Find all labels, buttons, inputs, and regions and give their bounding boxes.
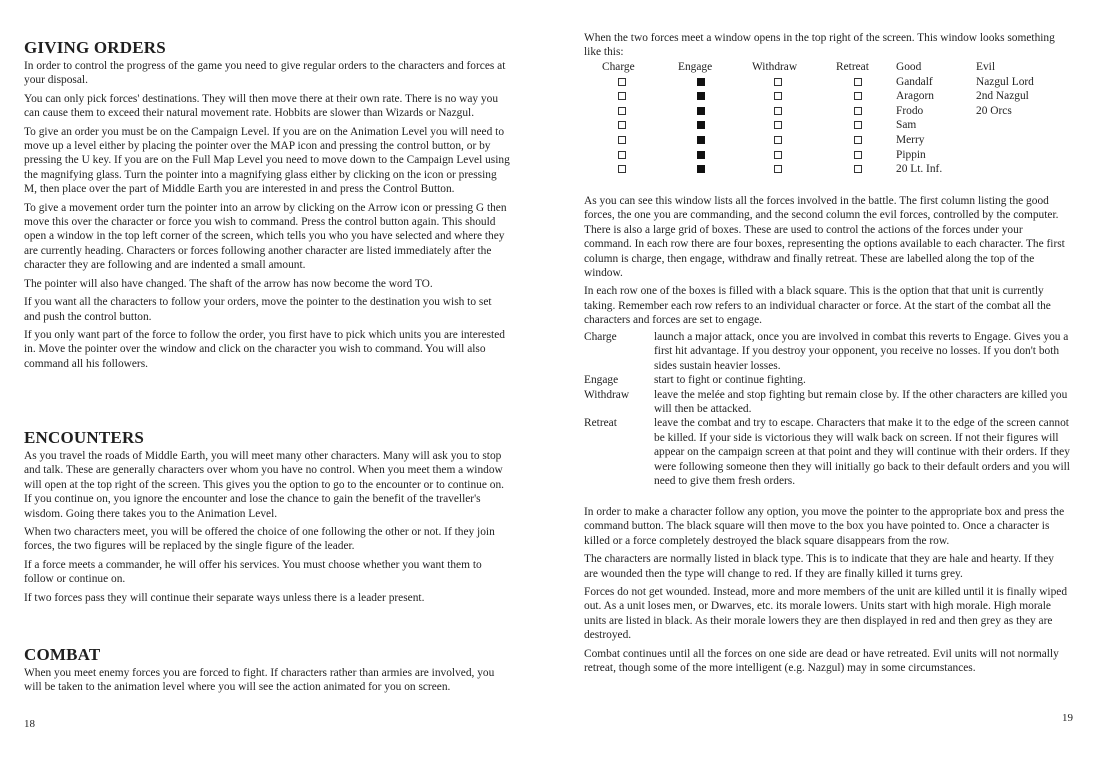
battle-row — [584, 148, 1070, 163]
evil-force-name: Nazgul Lord — [976, 75, 1034, 88]
good-force-name: Sam — [896, 119, 917, 132]
header-retreat: Retreat — [836, 61, 869, 73]
withdraw-box — [774, 151, 782, 159]
paragraph: In order to control the progress of the game you need to give regular orders to the characters and forces at your disposal. — [24, 60, 506, 87]
definition-term: Engage — [584, 374, 619, 387]
section-heading: COMBAT — [24, 645, 101, 664]
battle-row — [584, 104, 1070, 119]
good-force-name: Gandalf — [896, 75, 933, 88]
withdraw-box — [774, 92, 782, 100]
withdraw-box — [774, 121, 782, 129]
paragraph: Combat continues until all the forces on one side are dead or have retreated. Evil units will not normally retreat, though some of the more intelligent (e.g. Nazgul) may in some circumstances. — [584, 647, 1059, 675]
retreat-box — [854, 121, 862, 129]
options-definitions — [584, 330, 1070, 488]
retreat-box — [854, 151, 862, 159]
combat-rules — [584, 505, 1070, 679]
withdraw-box — [774, 107, 782, 115]
good-force-name: Pippin — [896, 148, 926, 161]
engage-box — [697, 165, 705, 173]
header-withdraw: Withdraw — [752, 61, 798, 73]
header-engage: Engage — [678, 61, 713, 73]
good-force-name: Frodo — [896, 104, 924, 117]
evil-force-name: 20 Orcs — [976, 104, 1012, 117]
definition-item — [584, 416, 1070, 488]
header-evil: Evil — [976, 61, 995, 73]
definition-text: leave the combat and try to escape. Characters that make it to the edge of the screen cannot be killed. If your side is victorious they will walk back on screen. If not their figures will appear on the campaign screen at that point and they will continue with their orders. If they were following someone then they will initially go back to their default orders and you will need to give them fresh orders. — [654, 417, 1070, 488]
charge-box — [618, 107, 626, 115]
good-force-name: Aragorn — [896, 90, 934, 103]
battle-window-example — [584, 60, 1070, 177]
engage-box — [697, 107, 705, 115]
charge-box — [618, 92, 626, 100]
definition-text: start to fight or continue fighting. — [654, 374, 806, 387]
definition-text: launch a major attack, once you are involved in combat this reverts to Engage. Gives you a first hit advantage. If you destroy your opponent, you receive no losses. If you don't both sides sustain heavier losses. — [654, 331, 1069, 372]
retreat-box — [854, 107, 862, 115]
paragraph: The characters are normally listed in black type. This is to indicate that they are hale and hearty. If they are wounded then the type will change to red. If they are finally killed it turns grey. — [584, 553, 1054, 580]
battle-window-header — [584, 60, 1070, 75]
retreat-box — [854, 165, 862, 173]
engage-box — [697, 78, 705, 86]
paragraph: If you only want part of the force to follow the order, you first have to pick which units you are interested in. Move the pointer over the window and click on the character you wish to command. You will also command all his followers. — [24, 328, 505, 370]
retreat-box — [854, 78, 862, 86]
battle-window-rows — [584, 75, 1070, 177]
charge-box — [618, 78, 626, 86]
paragraph: The pointer will also have changed. The shaft of the arrow has now become the word TO. — [24, 277, 433, 290]
retreat-box — [854, 136, 862, 144]
paragraph: To give a movement order turn the pointer into an arrow by clicking on the Arrow icon or pressing G then move this over the character or force you wish to command. Press the control button again. This should open a window in the top left corner of the screen, which tells you who you have selected and where they are currently heading. Characters or forces following another character are listed immediately after the character they are following and are indented a small amount. — [24, 201, 507, 272]
intro — [584, 31, 1070, 64]
withdraw-box — [774, 136, 782, 144]
battle-explanation — [584, 194, 1070, 332]
evil-force-name: 2nd Nazgul — [976, 90, 1029, 103]
paragraph: When two characters meet, you will be offered the choice of one following the other or not. If they join forces, the two figures will be replaced by the single figure of the leader. — [24, 526, 495, 553]
battle-row — [584, 89, 1070, 104]
engage-box — [697, 136, 705, 144]
paragraph: Forces do not get wounded. Instead, more and more members of the unit are killed until it is finally wiped out. As a unit loses men, or Dwarves, etc. its morale lowers. Units start with high morale. High morale units are listed in black. As their morale lowers they are then displayed in red and then grey as they are destroyed. — [584, 586, 1068, 642]
paragraph: As you travel the roads of Middle Earth, you will meet many other characters. Many will ask you to stop and talk. These are generally characters over whom you have no control. When you meet them a window will open at the top right of the screen. This gives you the option to go to the encounter or to continue on. If you continue on, you ignore the encounter and lose the chance to gain the benefit of the traveller's wisdom. Going there takes you to the Animation Level. — [24, 450, 504, 520]
battle-row — [584, 162, 1070, 177]
charge-box — [618, 136, 626, 144]
paragraph: To give an order you must be on the Campaign Level. If you are on the Animation Level you will need to move up a level either by placing the pointer over the MAP icon and pressing the control button, or by pressing the U key. If you are on the Full Map Level you need to move down to the Campaign Level using the magnifying glass. Turn the pointer into a magnifying glass either by clicking on the icon or pressing M, then place over the part of Middle Earth you are interested in and press the Control Button. — [24, 125, 510, 196]
definition-text: leave the melée and stop fighting but remain close by. If the other characters are killed you will then be attacked. — [654, 388, 1068, 416]
battle-row — [584, 75, 1070, 90]
paragraph: When the two forces meet a window opens in the top right of the screen. This window looks something like this: — [584, 32, 1055, 59]
charge-box — [618, 121, 626, 129]
definition-item — [584, 373, 1070, 387]
paragraph: In order to make a character follow any option, you move the pointer to the appropriate box and press the command button. The black square will then move to the box you have pointed to. Once a character is killed or a force completely destroyed the black square disappears from the row. — [584, 506, 1065, 547]
charge-box — [618, 151, 626, 159]
engage-box — [697, 121, 705, 129]
retreat-box — [854, 92, 862, 100]
definition-item — [584, 330, 1070, 373]
definition-item — [584, 388, 1070, 417]
paragraph: If a force meets a commander, he will offer his services. You must choose whether you want them to follow or continue on. — [24, 558, 482, 586]
charge-box — [618, 165, 626, 173]
definition-term: Retreat — [584, 417, 617, 430]
definition-term: Charge — [584, 331, 617, 343]
paragraph: When you meet enemy forces you are forced to fight. If characters rather than armies are involved, you will be taken to the animation level where you will see the action animated for you on screen. — [24, 667, 495, 694]
section-heading: GIVING ORDERS — [24, 38, 166, 57]
section-heading: ENCOUNTERS — [24, 428, 145, 447]
paragraph: If you want all the characters to follow your orders, move the pointer to the destination you wish to set and push the control button. — [24, 296, 492, 323]
paragraph: If two forces pass they will continue their separate ways unless there is a leader present. — [24, 591, 425, 604]
header-charge: Charge — [602, 61, 635, 73]
giving-orders-section — [24, 38, 510, 375]
battle-row — [584, 118, 1070, 133]
paragraph: As you can see this window lists all the forces involved in the battle. The first column listing the good forces, the one you are commanding, and the second column the evil forces, controlled by the computer. There is also a large grid of boxes. These are used to control the actions of the forces under your command. In each row there are four boxes, representing the options available to each character. The first column is charge, then engage, withdraw and finally retreat. These are labelled along the top of the window. — [584, 195, 1065, 280]
definition-term: Withdraw — [584, 388, 630, 401]
good-force-name: 20 Lt. Inf. — [896, 163, 943, 176]
withdraw-box — [774, 165, 782, 173]
page-number: 18 — [24, 718, 35, 730]
battle-row — [584, 133, 1070, 148]
paragraph: In each row one of the boxes is filled with a black square. This is the option that that unit is currently taking. Remember each row refers to an individual character or force. At the start of the combat all the characters and forces are set to engage. — [584, 285, 1051, 327]
encounters-section — [24, 428, 510, 609]
header-good: Good — [896, 61, 922, 73]
withdraw-box — [774, 78, 782, 86]
combat-section — [24, 645, 510, 699]
good-force-name: Merry — [896, 133, 925, 146]
paragraph: You can only pick forces' destinations. They will then move there at their own rate. There is no way you can cause them to exceed their natural movement rate. Hobbits are slower than Wizards or Nazgul. — [24, 92, 499, 120]
page-number: 19 — [1062, 712, 1073, 724]
engage-box — [697, 92, 705, 100]
engage-box — [697, 151, 705, 159]
